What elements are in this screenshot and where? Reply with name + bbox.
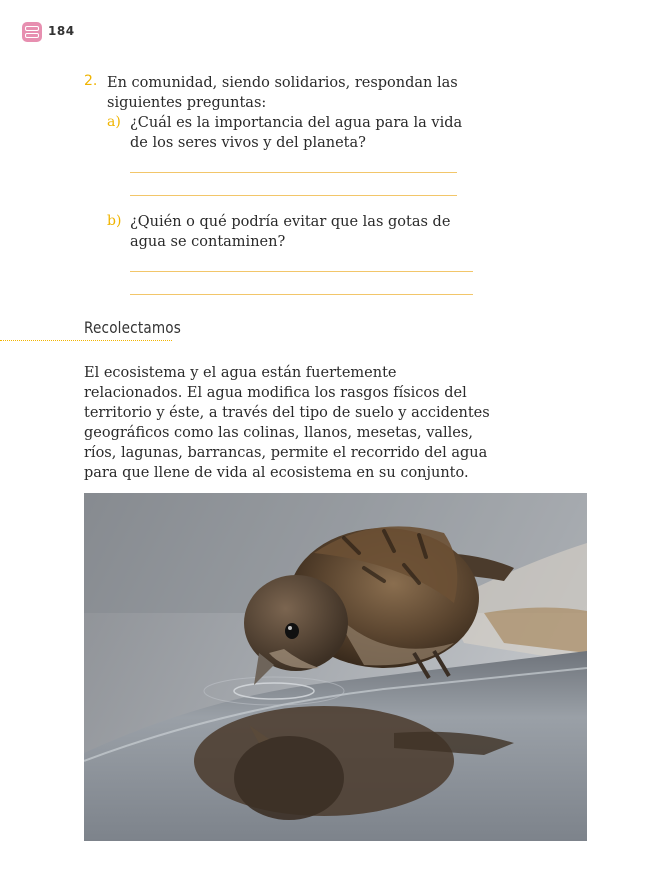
answer-line-a2[interactable] [130,195,457,196]
part-a-text: ¿Cuál es la importancia del agua para la vida de los seres vivos y del planeta? [130,115,463,151]
part-a-letter: a) [107,114,121,130]
question-text: En comunidad, siendo solidarios, respondan las siguientes preguntas: [107,75,458,111]
section-title: Recolectamos [84,318,181,337]
answer-line-b1[interactable] [130,271,473,272]
part-b-letter: b) [107,213,122,229]
answer-line-b2[interactable] [130,294,473,295]
section-paragraph: El ecosistema y el agua están fuertemente relacionados. El agua modifica los rasgos físicos del territorio y éste, a través del tipo de suelo y accidentes geográficos como las colinas, llanos, mesetas, valles, ríos, lagunas, barrancas, permite el recorrido del agua para que llene de vida al ecosistema en su conjunto. [84,365,490,481]
part-b-text: ¿Quién o qué podría evitar que las gotas de agua se contaminen? [130,214,451,250]
answer-line-a1[interactable] [130,172,457,173]
page-number: 184 [48,24,75,38]
section-title-underline [0,340,172,341]
book-icon [22,22,42,42]
sparrow-photo [84,493,587,841]
question-number: 2. [84,73,98,89]
